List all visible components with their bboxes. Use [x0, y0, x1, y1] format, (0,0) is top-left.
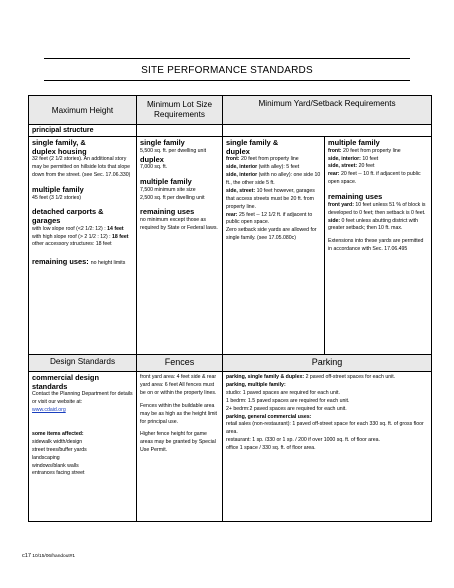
height-garage-low	[32, 226, 133, 234]
yard-mf-cell	[325, 137, 432, 355]
header-min-lot	[137, 96, 223, 125]
principal-row	[29, 125, 432, 137]
principal-empty-1	[137, 125, 223, 137]
header-max-height: Maximum Height	[29, 96, 137, 125]
fences-cell	[137, 372, 223, 522]
yard-sf-side-alley-label: side, interior	[226, 164, 258, 171]
principal-empty-2	[223, 125, 432, 137]
height-garage-high	[32, 234, 133, 242]
lot-mf-text2: 2,500 sq. ft per dwelling unit	[140, 194, 205, 201]
header-fences: Fences	[137, 355, 223, 372]
yard-remaining-side-text: 0 feet unless abutting district with greater setback; then 10 ft. max.	[328, 217, 418, 232]
design-item: landscaping	[32, 454, 60, 461]
yard-sf-side-noalley-text: (with no alley): one side 10 ft., the other side 5 ft.	[226, 172, 321, 186]
page-title: SITE PERFORMANCE STANDARDS	[141, 65, 313, 76]
yard-mf-front-text: 20 feet from property line	[341, 147, 401, 154]
yard-sf-cell	[223, 137, 325, 355]
lot-cell	[137, 137, 223, 355]
header-parking: Parking	[223, 355, 432, 372]
lot-mf-title: multiple family	[140, 177, 192, 186]
parking-restaurant: restaurant: 1 sp. /330 or 1 sp. / 200 if over 1000 sq. ft. of floor area.	[226, 437, 380, 444]
design-url-link[interactable]: www.cdaid.org	[32, 407, 66, 413]
yard-sf-title-1: single family &	[226, 138, 279, 147]
yard-sf-side-noalley-label: side, interior	[226, 172, 258, 178]
yard-sf-front	[226, 156, 321, 164]
content-row	[29, 137, 432, 355]
lot-remaining-title: remaining uses	[140, 207, 195, 217]
parking-retail: retail sales (non-restaurant): 1 paved off-street space for each 330 sq. ft. of gross floor area.	[226, 421, 424, 436]
design-spacer	[32, 415, 133, 431]
yard-mf-side-street-text: 20 feet	[357, 163, 375, 170]
height-garage-high-text: with high slope roof (> 2 1/2 : 12) :	[32, 233, 113, 240]
header-min-lot-line2: Requirements	[154, 110, 205, 119]
parking-cell	[223, 372, 432, 522]
content-row-2	[29, 372, 432, 522]
height-accessory: other accessory structures: 18 feet	[32, 241, 112, 248]
parking-sf	[226, 374, 428, 382]
header-min-yard: Minimum Yard/Setback Requirements	[223, 96, 432, 125]
yard-sf-rear-label: rear:	[226, 211, 238, 218]
title-rule-bottom	[44, 80, 410, 81]
yard-mf-title: multiple family	[328, 138, 380, 147]
fences-p1: front yard area: 4 feet side & rear yard area: 6 feet All fences must be on or within the property lines.	[140, 374, 217, 396]
yard-sf-title	[226, 139, 321, 156]
yard-sf-rear	[226, 212, 321, 228]
height-sf-title	[32, 139, 133, 156]
lot-remaining-text: no minimum except those as required by State or Federal laws.	[140, 217, 218, 231]
yard-mf-side-interior	[328, 156, 428, 164]
yard-sf-side-street-text: 10 feet however, garages that access streets must be 20 ft. from property line.	[226, 187, 315, 210]
yard-mf-side-street-label: side, street:	[328, 163, 358, 170]
design-title	[32, 374, 133, 391]
design-item: entrances facing street	[32, 470, 85, 477]
yard-mf-side-interior-text: 10 feet	[360, 155, 379, 162]
height-sf-text: 32 feet (2 1/2 stories). An additional story may be permitted on hillside lots that slope down from the street. (see Sec. 17.06.330)	[32, 156, 131, 178]
principal-structure-label: principal structure	[29, 125, 137, 137]
height-garage-low-value: 14 feet	[107, 225, 124, 232]
yard-mf-rear-text: 20 feet -- 10 ft. if adjacent to public open space.	[328, 171, 421, 186]
yard-sf-title-2: duplex	[226, 146, 250, 156]
design-contact: Contact the Planning Department for details or visit our website at:	[32, 391, 133, 406]
height-garage-low-text: with low slope roof (<2 1/2: 12) :	[32, 225, 108, 232]
yard-remaining-title: remaining uses	[328, 192, 383, 202]
title-block	[44, 58, 410, 81]
height-garage-title-1: detached carports &	[32, 207, 104, 217]
height-cell	[29, 137, 137, 355]
footer-page-number: c17	[22, 553, 32, 559]
design-title-2: standards	[32, 381, 68, 391]
design-url-row	[32, 407, 133, 415]
yard-remaining-front-label: front yard:	[328, 201, 354, 208]
yard-remaining-side	[328, 218, 428, 234]
parking-1bedrm: 1 bedrm: 1.5 paved spaces are required for each unit.	[226, 397, 350, 404]
yard-extensions: Extensions into these yards are permitted in accordance with Sec. 17.06.495	[328, 238, 424, 253]
fences-p3: Higher fence height for game areas may be granted by Special Use Permit.	[140, 431, 216, 454]
yard-sf-side-street	[226, 188, 321, 212]
parking-sf-text: 2 paved off-street spaces for each unit.	[304, 374, 396, 380]
yard-sf-side-alley-text: (with alley): 5 feet	[257, 164, 300, 171]
yard-sf-zero: Zero setback side yards are allowed for single family. (see 17.05.080c)	[226, 227, 317, 242]
height-remaining-title: remaining uses:	[32, 257, 91, 267]
header-design: Design Standards	[29, 355, 137, 372]
height-mf-title: multiple family	[32, 184, 84, 194]
yard-sf-front-label: front:	[226, 156, 240, 163]
footer-text: 10/15/06/handout#1	[32, 554, 76, 559]
design-title-1: commercial design	[32, 373, 99, 382]
header-min-lot-line1: Minimum Lot Size	[146, 100, 213, 109]
lot-sf-text: 5,500 sq. ft. per dwelling unit	[140, 147, 207, 154]
header-row	[29, 96, 432, 125]
design-cell	[29, 372, 137, 522]
parking-mf-label: parking, multiple family:	[226, 381, 286, 388]
height-remaining-text: no height limits	[90, 260, 126, 267]
height-mf-text: 45 feet (3 1/2 stories)	[32, 194, 82, 201]
yard-mf-front-label: front:	[328, 147, 342, 154]
yard-sf-side-street-label: side, street:	[226, 187, 256, 194]
yard-remaining-front-text: 10 feet unless 51 % of block is developed to 0 feet; then setback is 0 feet.	[328, 201, 426, 216]
yard-sf-rear-text: 25 feet -- 12 1/2 ft. if adjacent to public open space.	[226, 211, 313, 226]
yard-mf-front	[328, 148, 428, 156]
yard-mf-rear-label: rear:	[328, 171, 340, 178]
header-row-2	[29, 355, 432, 372]
parking-commercial-label: parking, general commercial uses:	[226, 413, 312, 420]
footer	[22, 553, 75, 559]
lot-sf-title: single family	[140, 138, 185, 147]
parking-office: office 1 space / 330 sq. ft. of floor area.	[226, 445, 316, 452]
yard-mf-side-street	[328, 163, 428, 171]
yard-remaining-side-label: side:	[328, 217, 341, 224]
yard-mf-side-interior-label: side, interior:	[328, 155, 361, 162]
lot-mf-text1: 7,500 minimum site size	[140, 186, 196, 193]
design-item: sidewalk width/design	[32, 438, 83, 445]
yard-remaining-front	[328, 202, 428, 218]
parking-2bedrm: 2+ bedrm:2 paved spaces are required for each unit.	[226, 405, 347, 412]
height-sf-title-2: duplex housing	[32, 146, 87, 156]
height-garage-high-value: 18 feet	[112, 233, 129, 240]
design-affected-title: some items affected:	[32, 430, 84, 437]
parking-studio: studio: 1 paved spaces are required for each unit.	[226, 389, 340, 396]
parking-sf-label: parking, single family & duplex:	[226, 374, 305, 380]
design-item: windows/blank walls	[32, 462, 79, 469]
yard-sf-side-alley	[226, 164, 321, 172]
yard-sf-side-noalley	[226, 172, 321, 188]
yard-sf-front-text: 20 feet from property line	[239, 156, 299, 163]
design-item: street trees/buffer yards	[32, 446, 87, 453]
standards-table	[28, 95, 432, 522]
height-remaining	[32, 251, 133, 269]
height-garage-title-2: garages	[32, 216, 61, 225]
lot-duplex-title: duplex	[140, 154, 164, 164]
yard-mf-rear	[328, 171, 428, 187]
height-garage-title	[32, 208, 133, 225]
lot-duplex-text: 7,000 sq. ft.	[140, 164, 168, 171]
height-sf-title-1: single family, &	[32, 138, 86, 147]
fences-p2: Fences within the buildable area may be as high as the height limit for principal use.	[140, 402, 217, 425]
